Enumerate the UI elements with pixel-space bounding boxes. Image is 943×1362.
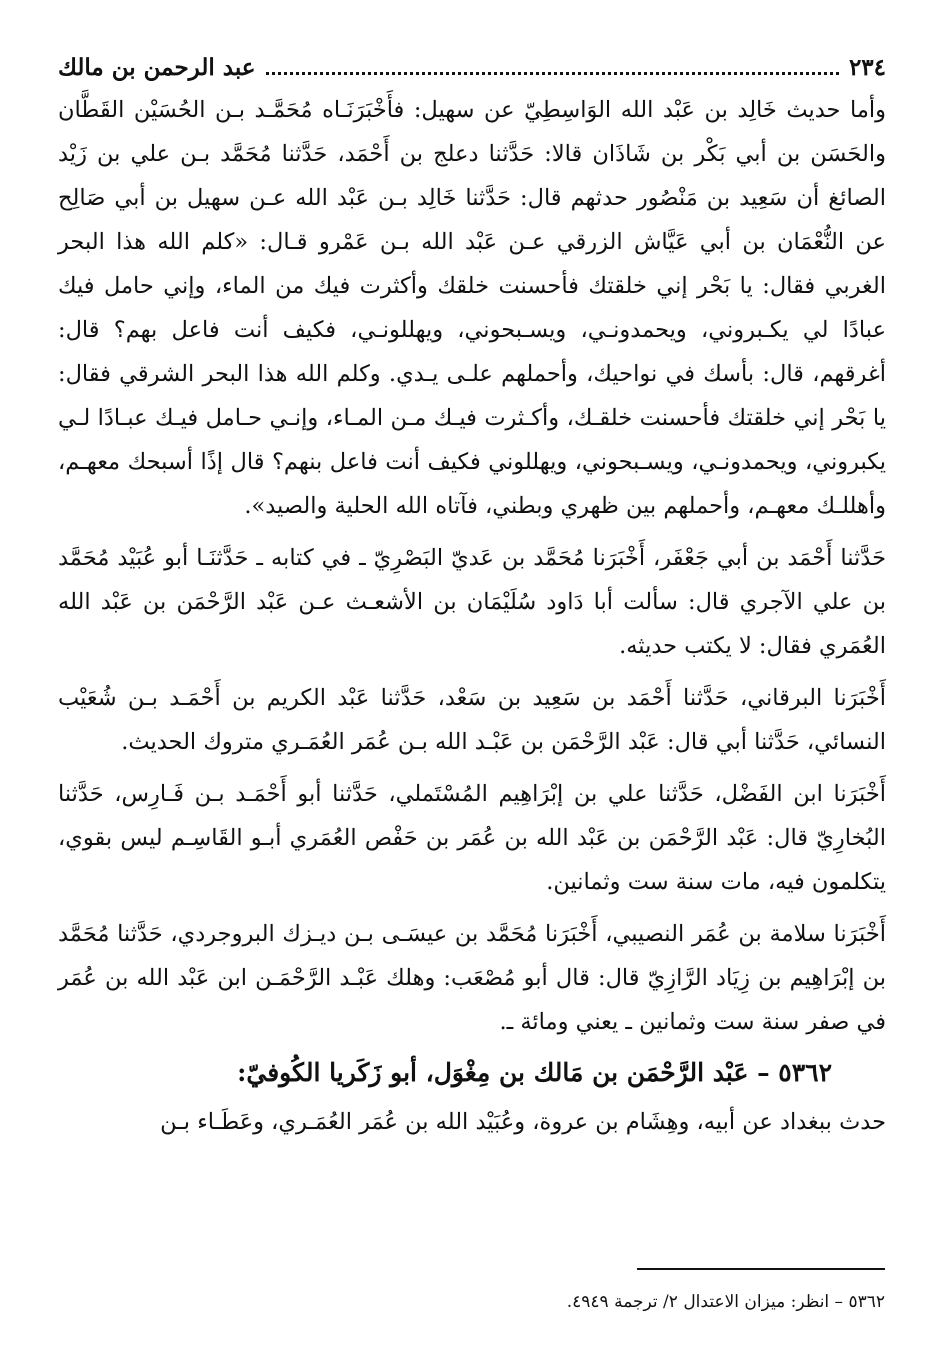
- entry-paragraph: حدث ببغداد عن أبيه، وهِشَام بن عروة، وعُبَيْد الله بن عُمَر العُمَـري، وعَطَـاء بـن: [160, 1109, 886, 1135]
- entry-heading: ٥٣٦٢ – عَبْد الرَّحْمَن بن مَالك بن مِغْوَل، أبو زَكَريا الكُوفيّ:: [237, 1058, 832, 1087]
- header-dotted-leader: [266, 72, 839, 75]
- running-title: عبد الرحمن بن مالك: [58, 54, 256, 81]
- footnote-separator: [637, 1268, 885, 1270]
- main-text: [58, 88, 886, 1144]
- paragraph: وأما حديث خَالِد بن عَبْد الله الوَاسِطِيّ عن سهيل: فأَخْبَرَنَـاه مُحَمَّـد بـن الحُسَيْن القَطَّان والحَسَن بن أبي بَكْر بن شَاذَان قالا: حَدَّثنا دعلج بن أَحْمَد، حَدَّثنا مُحَمَّد بـن علي بن زَيْد الصائغ أن سَعِيد بن مَنْصُور حدثهم قال: حَدَّثنا خَالِد بـن عَبْد الله عـن سهيل بن أبي صَالِح عن النُّعْمَان بن أبي عَيَّاش الزرقي عـن عَبْد الله بـن عَمْرو قـال: «كلم الله هذا البحر الغربي فقال: يا بَحْر إني خلقتك فأحسنت خلقك وأكثرت فيك من الماء، وإني حامل فيك عبادًا لي يكـبروني، ويحمدونـي، ويسـبحوني، ويهللونـي، فكيف أنت فاعل بهم؟ قال: أغرقهم، قال: بأسك في نواحيك، وأحملهم علـى يـدي. وكلم الله هذا البحر الشرقي فقال: يا بَحْر إني خلقتك فأحسنت خلقـك، وأكـثرت فيـك مـن المـاء، وإنـي حـامل فيـك عبـادًا لـي يكبروني، ويحمدونـي، ويسـبحوني، ويهللوني فكيف أنت فاعل بنهم؟ قال إذًا أسبحك معهـم، وأهللـك معهـم، وأحملهم بين ظهري وبطني، فآتاه الله الحلية والصيد».: [58, 97, 886, 519]
- page: [58, 50, 886, 1144]
- paragraph: أَخْبَرَنا البرقاني، حَدَّثنا أَحْمَد بن سَعِيد بن سَعْد، حَدَّثنا عَبْد الكريم بن أَحْمَـد بـن شُعَيْب النسائي، حَدَّثنا أبي قال: عَبْد الرَّحْمَن بن عَبْـد الله بـن عُمَر العُمَـري متروك الحديث.: [58, 685, 886, 755]
- page-header: [58, 50, 886, 88]
- paragraph: حَدَّثنا أَحْمَد بن أبي جَعْفَر، أَخْبَرَنا مُحَمَّد بن عَديّ البَصْرِيّ ـ في كتابه ـ حَدَّثنَـا أبو عُبَيْد مُحَمَّد بن علي الآجري قال: سألت أبا دَاود سُلَيْمَان بن الأشعـث عـن عَبْد الرَّحْمَن بن عَبْد الله العُمَري فقال: لا يكتب حديثه.: [58, 545, 886, 659]
- paragraph: أَخْبَرَنا ابن الفَضْل، حَدَّثنا علي بن إبْرَاهِيم المُسْتَملي، حَدَّثنا أبو أَحْمَـد بـن فَـارِس، حَدَّثنا البُخارِيّ قال: عَبْد الرَّحْمَن بن عَبْد الله بن عُمَر بن حَفْص العُمَري أبـو القَاسِـم ليس بقوي، يتكلمون فيه، مات سنة ست وثمانين.: [58, 781, 886, 895]
- paragraph: أَخْبَرَنا سلامة بن عُمَر النصيبي، أَخْبَرَنا مُحَمَّد بن عيسَـى بـن ديـزك البروجردي، حَدَّثنا مُحَمَّد بن إبْرَاهِيم بن زِيَاد الرَّازِيّ قال: قال أبو مُصْعَب: وهلك عَبْـد الرَّحْمَـن ابن عَبْد الله بن عُمَر في صفر سنة ست وثمانين ـ يعني ومائة ـ.: [58, 921, 886, 1035]
- footnote: ٥٣٦٢ – انظر: ميزان الاعتدال ٢/ ترجمة ٤٩٤٩.: [566, 1292, 885, 1312]
- page-number: ٢٣٤: [848, 54, 886, 81]
